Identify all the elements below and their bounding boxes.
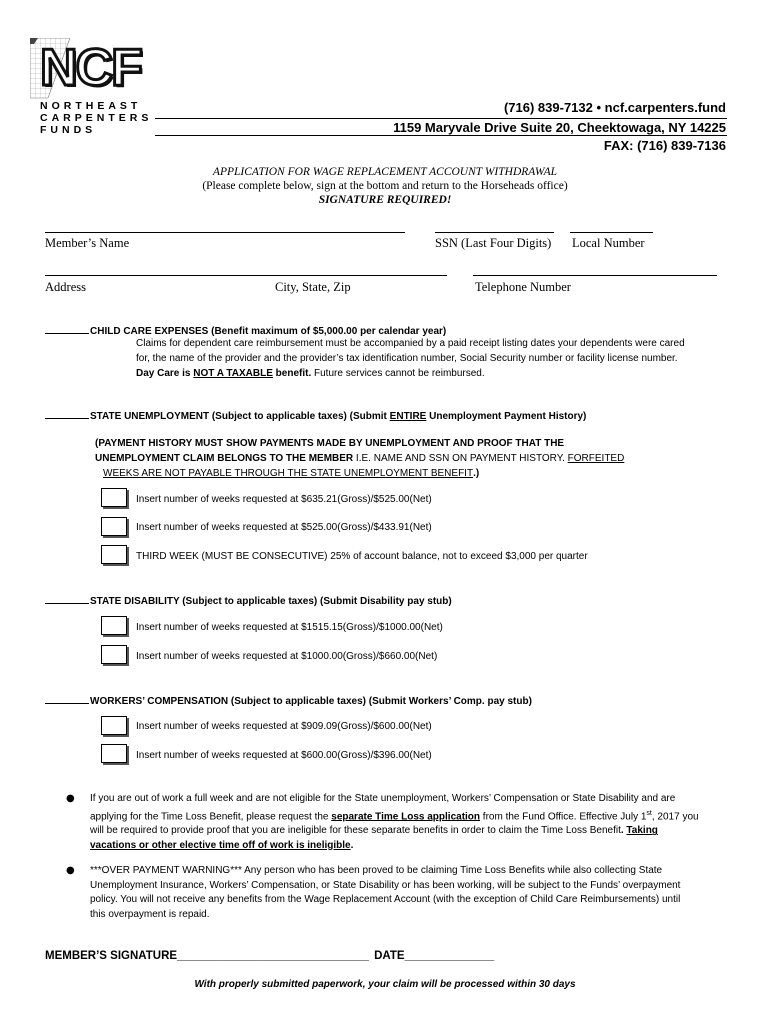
- wc-weeks-checkbox-1[interactable]: [101, 716, 127, 735]
- signature-required: SIGNATURE REQUIRED!: [318, 194, 452, 206]
- overpayment-warning: [90, 864, 720, 922]
- contact-address: 1159 Maryvale Drive Suite 20, Cheektowaga, NY 14225: [393, 120, 726, 135]
- su-weeks-checkbox-2[interactable]: [101, 517, 127, 536]
- local-number-label: Local Number: [572, 236, 645, 250]
- su-note3: [95, 466, 715, 481]
- b1-l4: vacations or other elective time off of work is ineligible: [90, 839, 351, 851]
- b1-l2-sup: st: [646, 809, 652, 817]
- su-note2: [95, 451, 715, 466]
- telephone-label: Telephone Number: [475, 280, 571, 294]
- child-care-not-taxable: NOT A TAXABLE: [193, 368, 273, 379]
- address-label: Address: [45, 280, 86, 294]
- bullet-icon: ●: [66, 793, 75, 804]
- su-note1: (PAYMENT HISTORY MUST SHOW PAYMENTS MADE BY UNEMPLOYMENT AND PROOF THAT THE: [95, 438, 565, 449]
- wc-option-1: Insert number of weeks requested at $909.09(Gross)/$600.00(Net): [136, 721, 432, 732]
- b2-line4: this overpayment is repaid.: [90, 908, 210, 920]
- contact-fax: FAX: (716) 839-7136: [603, 138, 726, 153]
- footer-note: With properly submitted paperwork, your claim will be processed within 30 days: [194, 979, 576, 990]
- date-label: DATE: [374, 950, 405, 962]
- child-care-line2: for, the name of the provider and the provider’s tax identification number, Social Security number or facility license number.: [136, 353, 678, 364]
- ssn-field[interactable]: [435, 232, 554, 233]
- b1-separate-app: separate Time Loss application: [331, 810, 481, 822]
- b1-l3-b: .: [620, 825, 627, 837]
- signature-row: [45, 950, 494, 962]
- b1-l2-d: , 2017 you: [651, 810, 699, 822]
- child-care-line3: [136, 366, 736, 381]
- child-care-description: [136, 336, 736, 381]
- logo-carpenters: CARPENTERS: [40, 112, 153, 124]
- su-option-1: Insert number of weeks requested at $635.21(Gross)/$525.00(Net): [136, 494, 432, 505]
- ssn-label: SSN (Last Four Digits): [435, 236, 552, 250]
- contact-phone-web: (716) 839-7132 • ncf.carpenters.fund: [503, 100, 726, 115]
- sd-weeks-checkbox-2[interactable]: [101, 645, 127, 664]
- state-unemployment-note: [95, 436, 715, 481]
- sd-weeks-checkbox-1[interactable]: [101, 616, 127, 635]
- su-note2-b: I.E. NAME AND SSN ON PAYMENT HISTORY.: [353, 453, 568, 464]
- su-heading-c: Unemployment Payment History): [426, 411, 587, 422]
- logo-letters: NCF: [40, 39, 141, 97]
- child-care-line3-a: Day Care is: [136, 368, 194, 379]
- bullet-icon: ●: [66, 865, 75, 876]
- su-heading-a: STATE UNEMPLOYMENT (Subject to applicable taxes) (Submit: [90, 411, 390, 422]
- b2-line3: policy. You will not receive any benefits from the Wage Replacement Account (with the exception of Child Care Reimbursements) until: [90, 894, 681, 905]
- su-weeks-checkbox-1[interactable]: [101, 488, 127, 507]
- b2-line1: ***OVER PAYMENT WARNING*** Any person who has been proved to be claiming Time Loss Benefits while also collecting State: [90, 865, 663, 876]
- logo-funds: FUNDS: [40, 124, 97, 136]
- workers-comp-heading: [45, 693, 532, 707]
- b1-line2: [90, 807, 720, 825]
- child-care-blank[interactable]: [45, 323, 89, 334]
- b1-line3: [90, 824, 720, 839]
- telephone-field[interactable]: [473, 275, 717, 276]
- child-care-line3-d: Future services cannot be reimbursed.: [311, 368, 485, 379]
- signature-label: MEMBER’S SIGNATURE: [45, 950, 178, 962]
- address-field[interactable]: [45, 275, 447, 276]
- form-title: APPLICATION FOR WAGE REPLACEMENT ACCOUNT WITHDRAWAL: [212, 166, 558, 178]
- su-note3-b: .): [473, 468, 480, 479]
- su-note2-forfeited: FORFEITED: [567, 453, 625, 464]
- state-unemployment-blank[interactable]: [45, 408, 89, 419]
- members-name-label: Member’s Name: [45, 236, 130, 250]
- child-care-line3-c: benefit.: [272, 368, 312, 379]
- state-disability-blank[interactable]: [45, 593, 89, 604]
- header-rule-2: [155, 135, 727, 136]
- form-subtitle: (Please complete below, sign at the bottom and return to the Horseheads office): [202, 180, 568, 192]
- b2-line2: Unemployment Insurance, Workers’ Compensation, or State Disability or has been working, will be subject to the Funds’ overpayment: [90, 879, 681, 891]
- su-note2-a: UNEMPLOYMENT CLAIM BELONGS TO THE MEMBER: [95, 453, 354, 464]
- members-name-field[interactable]: [45, 232, 405, 233]
- su-note3-a: WEEKS ARE NOT PAYABLE THROUGH THE STATE UNEMPLOYMENT BENEFIT: [103, 468, 474, 479]
- wc-heading-text: WORKERS’ COMPENSATION (Subject to applicable taxes) (Submit Workers’ Comp. pay stub): [90, 696, 532, 707]
- state-disability-heading: [45, 593, 452, 607]
- signature-field[interactable]: ______________________________: [177, 950, 369, 962]
- b1-l3-taking: Taking: [626, 825, 658, 837]
- b1-l2-c: from the Fund Office. Effective July 1: [480, 810, 647, 822]
- wc-option-2: Insert number of weeks requested at $600.00(Gross)/$396.00(Net): [136, 750, 432, 761]
- b1-l2-a: applying for the Time Loss Benefit, please request the: [90, 810, 332, 822]
- workers-comp-blank[interactable]: [45, 693, 89, 704]
- su-third-week-checkbox[interactable]: [101, 545, 127, 564]
- su-option-3: THIRD WEEK (MUST BE CONSECUTIVE) 25% of account balance, not to exceed $3,000 per quarter: [136, 551, 588, 562]
- su-heading-entire: ENTIRE: [389, 411, 427, 422]
- wc-weeks-checkbox-2[interactable]: [101, 744, 127, 763]
- logo-northeast: NORTHEAST: [40, 100, 142, 112]
- local-number-field[interactable]: [570, 232, 653, 233]
- child-care-heading-text: CHILD CARE EXPENSES (Benefit maximum of $5,000.00 per calendar year): [90, 326, 447, 337]
- sd-option-1: Insert number of weeks requested at $1515.15(Gross)/$1000.00(Net): [136, 622, 443, 633]
- time-loss-note: [90, 792, 720, 853]
- b1-line4: [90, 839, 720, 854]
- su-option-2: Insert number of weeks requested at $525.00(Gross)/$433.91(Net): [136, 522, 432, 533]
- state-unemployment-heading: [45, 408, 586, 422]
- b1-l3-a: will be required to provide proof that you are ineligible for these separate benefits in order to claim the Time Loss Benefit: [90, 825, 621, 837]
- sd-heading-text: STATE DISABILITY (Subject to applicable taxes) (Submit Disability pay stub): [90, 596, 452, 607]
- date-field[interactable]: ______________: [404, 950, 495, 962]
- ncf-logo: [30, 38, 150, 98]
- b1-l4-end: .: [350, 839, 354, 851]
- b1-line1: If you are out of work a full week and are not eligible for the State unemployment, Workers’ Compensation or State Disability and are: [90, 793, 676, 804]
- header-rule: [155, 118, 727, 119]
- child-care-line1: Claims for dependent care reimbursement must be accompanied by a paid receipt listing dates your dependents were cared: [136, 338, 685, 349]
- city-state-zip-label: City, State, Zip: [275, 280, 351, 294]
- sd-option-2: Insert number of weeks requested at $1000.00(Gross)/$660.00(Net): [136, 651, 438, 662]
- child-care-heading: [45, 323, 446, 337]
